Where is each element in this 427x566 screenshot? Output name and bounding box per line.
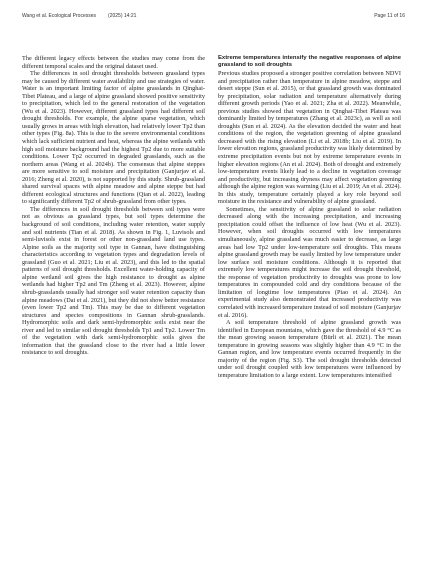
right-text-column: [218, 55, 401, 379]
page-number: Page 11 of 16: [374, 13, 405, 19]
paragraph: The different legacy effects between the studies may come from the different temporal scales and the original dataset used.: [22, 55, 205, 70]
journal-year: (2025) 14:21: [108, 13, 137, 19]
paragraph: The differences in soil drought thresholds between soil types were not as obvious as grassland types, but soil types determine the background of soil conditions, including water retention, water supply and soil nutrients (Tian et al. 2018). As shown in Fig. 1, Luvisols and semi-luvisols exist in forest or other non-grassland land use types. Alpine soils as the majority soil type in Gannan, have distinguishing characteristics according to vegetation types and degradation levels of grassland (Guo et al. 2021; Liu et al. 2023), and this led to the spatial patterns of soil drought thresholds. Excellent water-holding capacity of alpine wetland soil gives the high resistance to drought as alpine wetlands had higher Tp2 and Tm (Zheng et al. 2023). However, alpine shrub-grasslands usually had stronger soil water retention capacity than alpine meadows (Dai et al. 2021), but they did not show better resistance (even lower Tp2 and Tm). This may be due to different vegetation structures and species compositions in Gannan shrub-grasslands. Hydromorphic soils and dark semi-hydromorphic soils exist near the river and led to similar soil drought thresholds Tp1 and Tp2. Lower Tm of the vegetation with dark semi-hydromorphic soils gives the information that the grassland close to the river had a little lower resistance to soil droughts.: [22, 205, 205, 357]
journal-name: Wang et al. Ecological Processes: [22, 13, 97, 19]
section-heading: Extreme temperatures intensify the negative responses of alpine grassland to soil droughts: [218, 55, 401, 68]
left-text-column: [22, 55, 205, 357]
paragraph: A soil temperature threshold of alpine grassland growth was identified in European mountains, which gave the threshold of 4.9 °C as the mean growing season temperature (Bürli et al. 2021). The mean temperature in growing seasons was slightly higher than 4.9 °C in the Gannan region, and low temperature events occurred frequently in the majority of the region (Fig. S3). The soil drought thresholds detected under soil drought coupled with low temperatures were influenced by temperature limitation to a large extent. Low temperatures intensified: [218, 319, 401, 379]
running-head: [22, 13, 405, 23]
journal-citation: [22, 13, 136, 19]
paragraph: Previous studies proposed a stronger positive correlation between NDVI and precipitation rather than temperature in alpine meadow, steppe and desert steppe (Sun et al. 2015), or that grassland growth was dominated by precipitation, solar radiation and temperature alternatively during different growth periods (Yao et al. 2021; Zha et al. 2022). Meanwhile, previous studies showed that vegetation in Qinghai-Tibet Plateau was dominantly limited by temperatures (Zhang et al. 2023c), as well as soil droughts (Sun et al. 2024). As the elevation decided the water and heat conditions of the region, the vegetation greening of alpine grassland decreased with the rising elevation (Li et al. 2018b; Liu et al. 2019). In lower elevation regions, grassland productivity was likely determined by extreme precipitation events but not by extreme temperature events in higher elevation regions (An et al. 2024). Both of drought and extremely low-temperature events likely lead to a decline in vegetation coverage and productivity, but increasing dryness may affect vegetation greening although the alpine region was warming (Liu et al. 2019; An et al. 2024). In this study, temperature certainly played a key role beyond soil moisture in the resistance and vulnerability of alpine grassland.: [218, 70, 401, 206]
paragraph: The differences in soil drought thresholds between grassland types may be caused by different water availability and use strategies of water. Water is an important limiting factor of alpine grasslands in Qinghai-Tibet Plateau, and a large of alpine grassland showed positive sensitivity to precipitation, which led to the general restoration of the vegetation (Wu et al. 2023). However, different grassland types had different soil drought thresholds. For example, the alpine sparse vegetation, which usually grows in areas with high elevation, had relatively lower Tp2 than other types (Fig. 8a). This is due to the severe environmental conditions which lack sufficient nutrient and heat, whereas the alpine wetlands with high soil moisture background had the highest Tp2 due to more suitable conditions. Lower Tp2 occurred in degraded grasslands, such as the northern areas (Wang et al. 2024b). The consensus that alpine steppes are more sensitive to soil moisture and precipitation (Ganjurjav et al. 2016; Zheng et al. 2020), is not supported by this study. Shrub-grassland shared survival spaces with alpine meadow and alpine steppe but had different ecological structures and functions (Qian et al. 2022), leading to significantly different Tp2 of shrub-grassland from other types.: [22, 70, 205, 206]
paragraph: Sometimes, the sensitivity of alpine grassland to solar radiation decreased along with the increasing precipitation, and increasing precipitation could offset the influence of low heat (Wu et al. 2023). However, when soil droughts occurred with low temperatures simultaneously, alpine grassland was much easier to decrease, as large areas had low Tp2 under low-temperature soil droughts. This means alpine grassland growth may be easily limited by low temperature under low surface soil moisture conditions. Although it is reported that extremely low temperatures might increase the soil drought threshold, the response of vegetation productivity to droughts was prone to low temperatures in compounded cold and dry conditions because of the limitation of longtime low temperatures (Piao et al. 2024). An experimental study also demonstrated that increased productivity was correlated with increased temperature instead of soil moisture (Ganjurjav et al. 2016).: [218, 205, 401, 319]
